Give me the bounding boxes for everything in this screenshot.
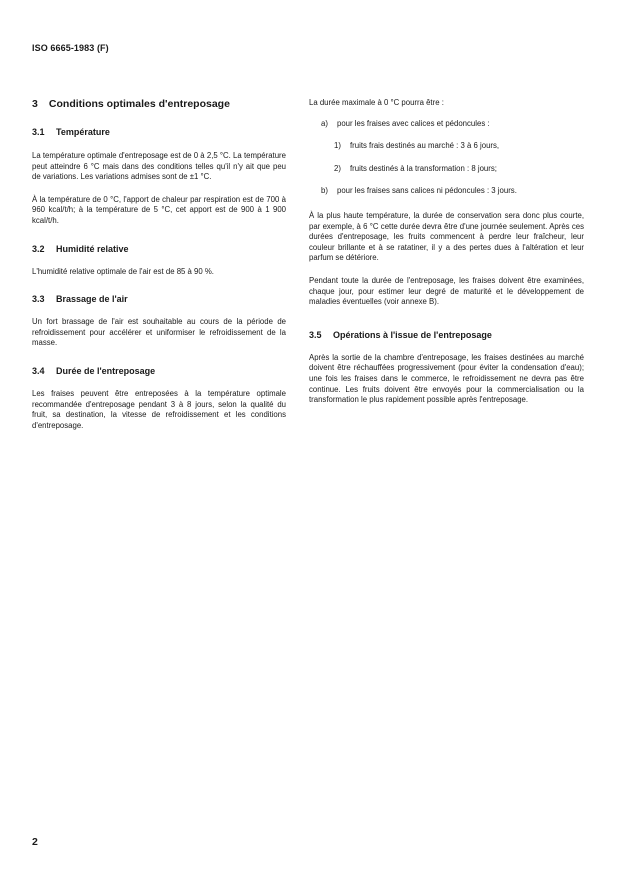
section-3-2-heading	[32, 244, 286, 254]
paragraph: À la température de 0 °C, l'apport de chaleur par respiration est de 700 à 960 kcal/t/h; à la température de 5 °C, cet apport est de 900 à 1 900 kcal/t/h.	[32, 194, 286, 225]
document-header: ISO 6665-1983 (F)	[32, 43, 109, 53]
paragraph: Les fraises peuvent être entreposées à la température optimale recommandée d'entreposage pendant 3 à 8 jours, selon la qualité du fruit, sa destination, la vitesse de refroidissement et les conditions d'entreposage.	[32, 388, 286, 430]
section-number: 3.4	[32, 365, 45, 376]
section-3-3-heading	[32, 294, 286, 304]
list-label: 2)	[334, 163, 341, 173]
list-text: fruits destinés à la transformation : 8 jours;	[350, 163, 497, 173]
section-title: Conditions optimales d'entreposage	[48, 98, 230, 110]
list-item	[309, 186, 584, 197]
list-text: pour les fraises avec calices et pédoncules :	[337, 118, 490, 128]
section-title: Brassage de l'air	[56, 294, 128, 305]
section-title: Température	[56, 127, 110, 137]
paragraph: Pendant toute la durée de l'entreposage, les fraises doivent être examinées, chaque jour, pour estimer leur degré de maturité et le développement de maladies éventuelles (voir annexe B).	[309, 275, 584, 307]
list-item	[309, 119, 584, 130]
paragraph: La température optimale d'entreposage est de 0 à 2,5 °C. La température peut atteindre 6 °C mais dans des conditions telles qu'il n'y ait que peu de variations. Les variations admises sont de ±1 °C.	[32, 151, 286, 182]
list-label: a)	[321, 118, 328, 128]
section-title: Durée de l'entreposage	[56, 365, 156, 376]
section-title: Humidité relative	[56, 243, 129, 254]
section-3-4-heading	[32, 366, 286, 376]
section-number: 3.2	[32, 243, 45, 254]
left-column	[32, 98, 286, 443]
list-text: pour les fraises sans calices ni pédoncules : 3 jours.	[337, 186, 517, 196]
paragraph: À la plus haute température, la durée de conservation sera donc plus courte, par exemple, à 6 °C cette durée devra être d'une journée seulement. Après ces durées d'entreposage, les fruits commencent à perdre leur fraîcheur, leur couleur brillante et à se ratatiner, il y a des pertes dues à l'altération et leur parfum se détériore.	[309, 210, 584, 263]
paragraph: Un fort brassage de l'air est souhaitable au cours de la période de refroidissement pour accélérer et uniformiser le refroidissement de la masse.	[32, 317, 286, 348]
section-3-5-heading	[309, 330, 584, 340]
section-3-heading	[32, 98, 286, 110]
section-number: 3.5	[309, 329, 322, 340]
section-3-1-heading	[32, 127, 286, 137]
paragraph: La durée maximale à 0 °C pourra être :	[309, 98, 444, 107]
list-label: b)	[321, 186, 328, 196]
paragraph: Après la sortie de la chambre d'entreposage, les fraises destinées au marché doivent être réchauffées progressivement (pour éviter la condensation d'eau); une fois les fraises dans le commerce, le refroidissement ne devra pas être continue. Les fruits doivent être envoyés pour la commercialisation ou la transformation le plus rapidement possible après l'entreposage.	[309, 352, 584, 405]
list-item	[309, 141, 584, 152]
section-number: 3.3	[32, 294, 45, 305]
paragraph: L'humidité relative optimale de l'air est de 85 à 90 %.	[32, 266, 214, 276]
section-number: 3.1	[32, 127, 45, 137]
section-number: 3	[32, 98, 38, 110]
section-title: Opérations à l'issue de l'entreposage	[333, 329, 492, 340]
page-number: 2	[32, 836, 38, 848]
list-item	[309, 164, 584, 175]
list-label: 1)	[334, 141, 341, 151]
right-column	[309, 98, 584, 418]
list-text: fruits frais destinés au marché : 3 à 6 jours,	[350, 141, 500, 151]
